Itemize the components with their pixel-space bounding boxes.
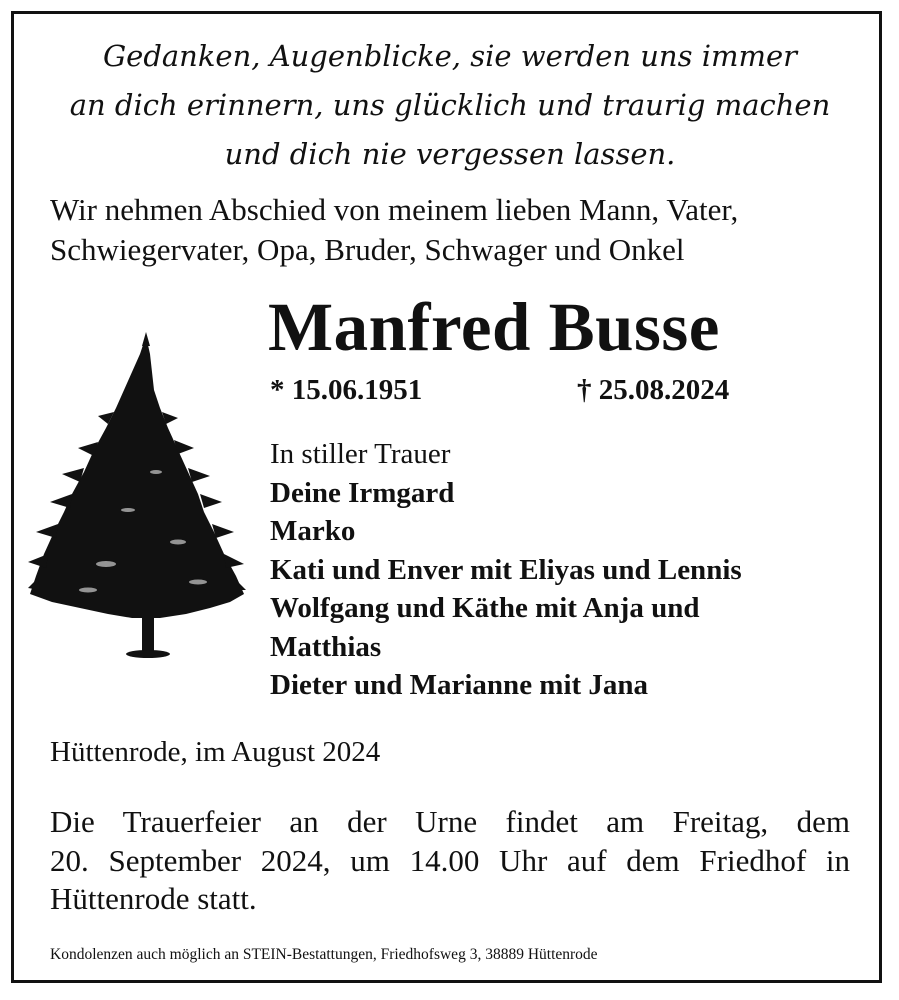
condolence-footer: Kondolenzen auch möglich an STEIN-Bestattungen, Friedhofsweg 3, 38889 Hüttenrode [50, 946, 598, 963]
mourner-name: Wolfgang und Käthe mit Anja und [270, 592, 700, 624]
mourners-list [270, 435, 742, 705]
mourner-name: Dieter und Marianne mit Jana [270, 669, 649, 701]
place-and-date: Hüttenrode, im August 2024 [50, 736, 381, 768]
mourner-name: Kati und Enver mit Eliyas und Lennis [270, 553, 742, 586]
funeral-service-info [50, 803, 850, 919]
fir-tree-icon [28, 332, 246, 662]
birth-date: * 15.06.1951 [270, 374, 423, 406]
service-line: 20. September 2024, um 14.00 Uhr auf dem Friedhof in [50, 842, 850, 878]
poem-line: und dich nie vergessen lassen. [224, 137, 676, 171]
mourner-name: Deine Irmgard [270, 476, 455, 509]
mourner-name: Marko [270, 515, 356, 547]
mourner-name: Matthias [270, 630, 382, 663]
intro-line: Wir nehmen Abschied von meinem lieben Mann, Vater, [50, 192, 739, 227]
service-line: Die Trauerfeier an der Urne findet am Freitag, dem [50, 804, 850, 839]
intro-line: Schwiegervater, Opa, Bruder, Schwager und Onkel [50, 232, 685, 267]
mourners-heading: In stiller Trauer [270, 438, 451, 470]
poem-line: an dich erinnern, uns glücklich und traurig machen [69, 88, 831, 122]
death-date: † 25.08.2024 [577, 374, 730, 406]
deceased-name: Manfred Busse [268, 289, 720, 365]
service-line: Hüttenrode statt. [50, 881, 257, 916]
memorial-poem [40, 32, 860, 179]
poem-line: Gedanken, Augenblicke, sie werden uns immer [102, 39, 798, 73]
farewell-intro [50, 190, 738, 270]
